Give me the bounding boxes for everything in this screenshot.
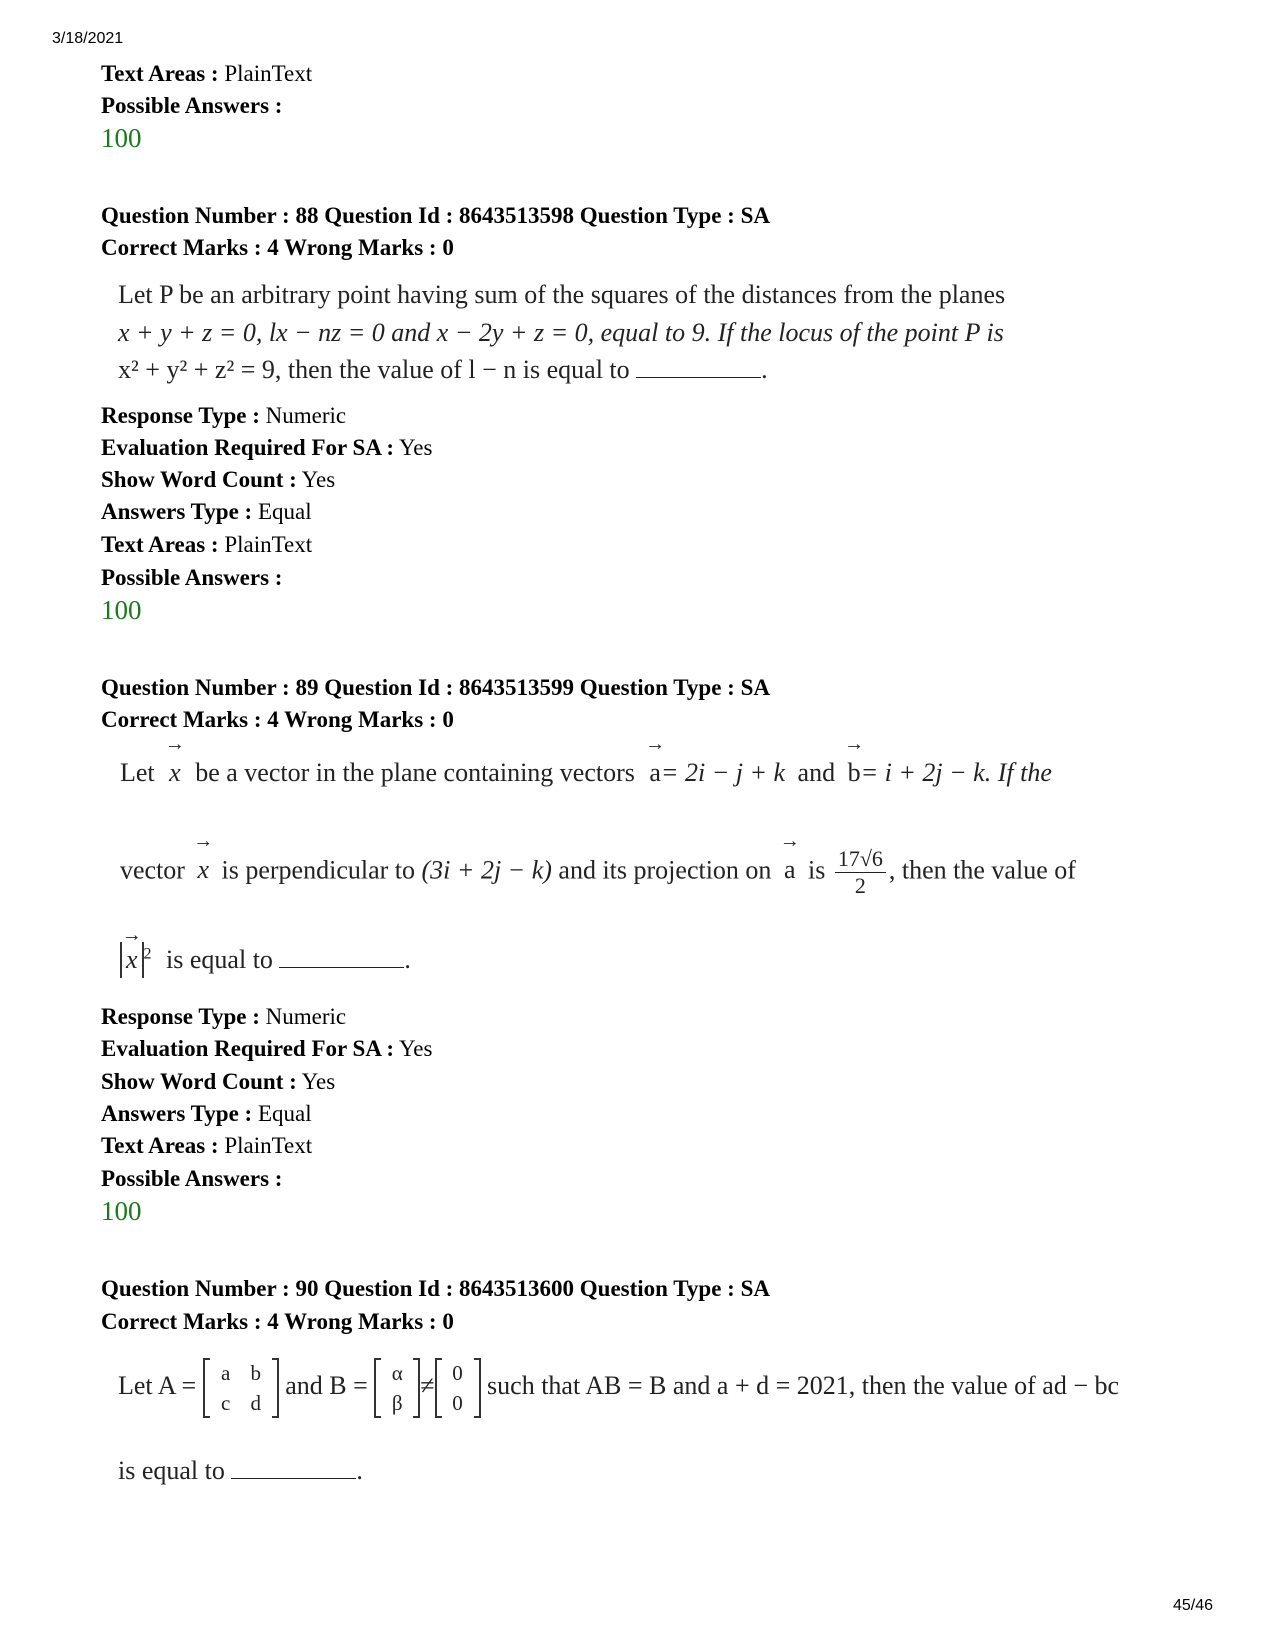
print-date: 3/18/2021 [52, 30, 124, 47]
q88-text-line-1: Let P be an arbitrary point having sum of the squares of the distances from the planes [118, 280, 1006, 309]
answer-blank [231, 1458, 356, 1479]
q88-word-count: Show Word Count : Yes [101, 467, 336, 492]
answer-blank [636, 357, 761, 378]
q89-header: Question Number : 89 Question Id : 8643513599 Question Type : SA [101, 675, 770, 700]
text-areas-row: Text Areas : PlainText [101, 61, 313, 86]
q88-answers-type: Answers Type : Equal [101, 499, 312, 524]
q89-evaluation: Evaluation Required For SA : Yes [101, 1036, 433, 1061]
page-number: 45/46 [1173, 1597, 1214, 1614]
q90-marks: Correct Marks : 4 Wrong Marks : 0 [101, 1309, 454, 1334]
matrix-b: α β [374, 1358, 420, 1418]
q89-answers-type: Answers Type : Equal [101, 1101, 312, 1126]
q90-header: Question Number : 90 Question Id : 8643513600 Question Type : SA [101, 1276, 770, 1301]
q89-text-areas: Text Areas : PlainText [101, 1133, 313, 1158]
q89-text-line-3: → x $^2$ is equal to . [120, 942, 411, 978]
projection-fraction: $\frac{17√6}{2}$ [835, 846, 886, 899]
q89-possible-answers-label: Possible Answers : [101, 1166, 283, 1191]
possible-answer-value: 100 [101, 123, 142, 153]
q88-text-areas: Text Areas : PlainText [101, 532, 313, 557]
q90-text-line-1: Let A = a b c d and B = α β ≠ 0 0 such that AB = B and a + d = 2021, then the value of ad − bc [118, 1358, 1119, 1418]
possible-answers-label: Possible Answers : [101, 93, 283, 118]
q88-response-type: Response Type : Numeric [101, 403, 347, 428]
q88-text-line-3: x² + y² + z² = 9, then the value of l − n is equal to . [118, 355, 768, 384]
q88-marks: Correct Marks : 4 Wrong Marks : 0 [101, 235, 454, 260]
q89-word-count: Show Word Count : Yes [101, 1069, 336, 1094]
q89-marks: Correct Marks : 4 Wrong Marks : 0 [101, 707, 454, 732]
q88-header: Question Number : 88 Question Id : 8643513598 Question Type : SA [101, 203, 770, 228]
q89-response-type: Response Type : Numeric [101, 1004, 347, 1029]
q89-text-line-2: vector → x is perpendicular to (3i + 2j − k) and its projection on → a is $\frac{17√6}{2}$ , then the value of [120, 846, 1076, 899]
matrix-a: a b c d [203, 1358, 279, 1418]
q89-answer: 100 [101, 1196, 142, 1226]
q90-text-line-2: is equal to . [118, 1456, 363, 1485]
q88-possible-answers-label: Possible Answers : [101, 565, 283, 590]
q88-answer: 100 [101, 595, 142, 625]
answer-blank [279, 947, 404, 968]
q89-text-line-1: Let → x be a vector in the plane containing vectors → a= 2i − j + k and → b= i + 2j − k. If the [120, 758, 1052, 788]
q88-text-line-2: x + y + z = 0, lx − nz = 0 and x − 2y + z = 0, equal to 9. If the locus of the point P is [118, 318, 1004, 347]
q88-evaluation: Evaluation Required For SA : Yes [101, 435, 433, 460]
zero-vector: 0 0 [435, 1358, 481, 1418]
